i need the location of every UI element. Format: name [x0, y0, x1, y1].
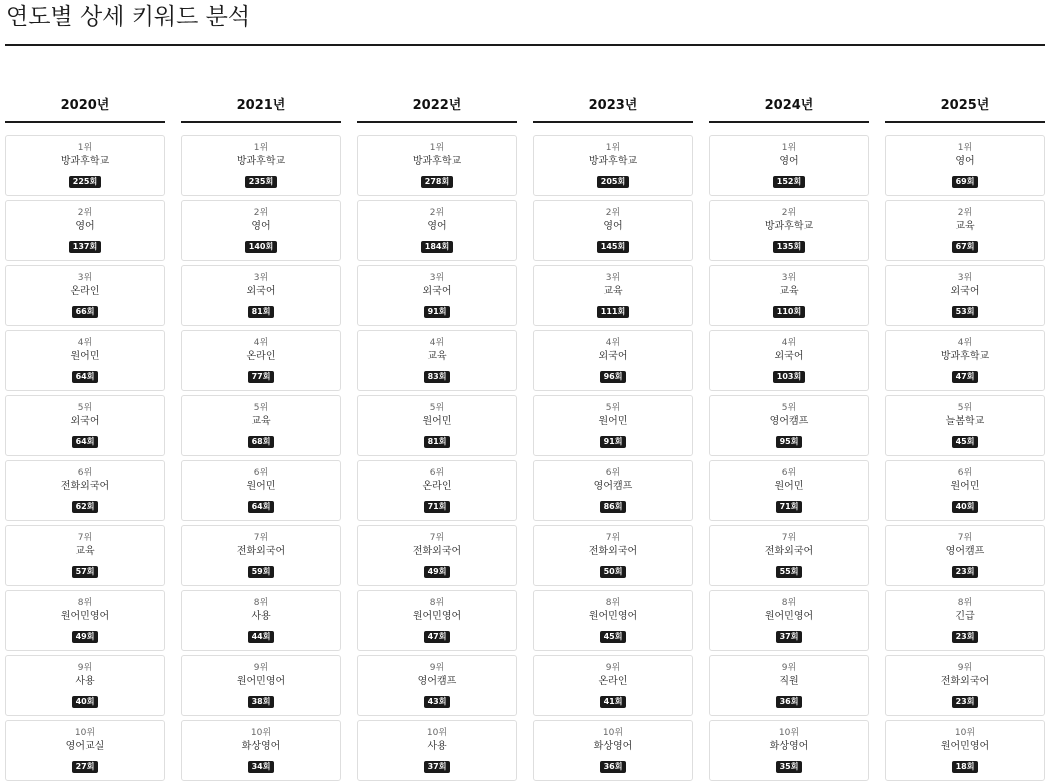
keyword-card	[885, 135, 1045, 196]
count-badge: 57회	[72, 566, 99, 578]
keyword-card	[5, 330, 165, 391]
keyword-label: 방과후학교	[60, 156, 110, 167]
count-badge: 83회	[424, 371, 451, 383]
keyword-card	[5, 200, 165, 261]
keyword-rank: 1위	[77, 143, 93, 153]
keyword-card	[709, 265, 869, 326]
year-divider	[5, 121, 165, 123]
keyword-rank: 1위	[605, 143, 621, 153]
keyword-label: 온라인	[70, 286, 100, 297]
count-badge: 235회	[245, 176, 277, 188]
count-badge: 225회	[69, 176, 101, 188]
count-badge: 38회	[248, 696, 275, 708]
keyword-label: 방과후학교	[940, 351, 990, 362]
keyword-label: 긴급	[955, 611, 975, 622]
count-badge: 95회	[776, 436, 803, 448]
keyword-card	[885, 200, 1045, 261]
count-badge: 23회	[952, 696, 979, 708]
keyword-rank: 5위	[605, 403, 621, 413]
keyword-rank: 2위	[77, 208, 93, 218]
keyword-rank: 6위	[77, 468, 93, 478]
keyword-rank: 4위	[605, 338, 621, 348]
count-badge: 71회	[424, 501, 451, 513]
count-badge: 41회	[600, 696, 627, 708]
keyword-card	[709, 200, 869, 261]
year-header: 2025년	[940, 98, 990, 113]
year-column	[357, 95, 517, 782]
count-badge: 64회	[248, 501, 275, 513]
keyword-label: 교육	[779, 286, 799, 297]
count-badge: 110회	[773, 306, 805, 318]
keyword-rank: 6위	[429, 468, 445, 478]
year-divider	[533, 121, 693, 123]
keyword-card	[533, 655, 693, 716]
keyword-card	[533, 395, 693, 456]
keyword-rank: 9위	[781, 663, 797, 673]
keyword-label: 교육	[75, 546, 95, 557]
count-badge: 37회	[424, 761, 451, 773]
keyword-card	[533, 460, 693, 521]
keyword-card	[885, 460, 1045, 521]
year-column	[709, 95, 869, 782]
keyword-label: 외국어	[422, 286, 452, 297]
count-badge: 66회	[72, 306, 99, 318]
count-badge: 40회	[72, 696, 99, 708]
keyword-label: 사용	[75, 676, 95, 687]
keyword-label: 원어민	[70, 351, 100, 362]
keyword-rank: 4위	[253, 338, 269, 348]
keyword-label: 사용	[251, 611, 271, 622]
year-column	[533, 95, 693, 782]
keyword-card	[5, 655, 165, 716]
keyword-card	[709, 330, 869, 391]
keyword-card	[5, 720, 165, 781]
keyword-rank: 5위	[957, 403, 973, 413]
keyword-card	[5, 265, 165, 326]
keyword-rank: 7위	[253, 533, 269, 543]
keyword-label: 원어민	[774, 481, 804, 492]
keyword-rank: 2위	[429, 208, 445, 218]
year-column	[885, 95, 1045, 782]
keyword-rank: 10위	[602, 728, 624, 738]
keyword-label: 영어	[603, 221, 623, 232]
keyword-label: 원어민	[422, 416, 452, 427]
keyword-label: 사용	[427, 741, 447, 752]
keyword-card	[5, 460, 165, 521]
keyword-label: 전화외국어	[60, 481, 110, 492]
keyword-rank: 6위	[253, 468, 269, 478]
keyword-rank: 3위	[77, 273, 93, 283]
keyword-rank: 7위	[781, 533, 797, 543]
keyword-rank: 10위	[74, 728, 96, 738]
count-badge: 137회	[69, 241, 101, 253]
keyword-card	[181, 265, 341, 326]
keyword-rank: 1위	[429, 143, 445, 153]
count-badge: 36회	[776, 696, 803, 708]
keyword-card	[5, 525, 165, 586]
keyword-list	[533, 135, 693, 781]
count-badge: 27회	[72, 761, 99, 773]
keyword-card	[357, 655, 517, 716]
keyword-label: 화상영어	[593, 741, 633, 752]
keyword-card	[357, 135, 517, 196]
keyword-label: 영어교실	[65, 741, 105, 752]
keyword-card	[181, 655, 341, 716]
count-badge: 145회	[597, 241, 629, 253]
keyword-card	[533, 525, 693, 586]
keyword-label: 화상영어	[769, 741, 809, 752]
keyword-label: 외국어	[950, 286, 980, 297]
title-divider	[5, 44, 1045, 46]
keyword-label: 방과후학교	[764, 221, 814, 232]
year-divider	[709, 121, 869, 123]
count-badge: 50회	[600, 566, 627, 578]
keyword-list	[885, 135, 1045, 781]
count-badge: 152회	[773, 176, 805, 188]
keyword-card	[533, 330, 693, 391]
keyword-label: 원어민영어	[940, 741, 990, 752]
count-badge: 45회	[952, 436, 979, 448]
keyword-label: 방과후학교	[412, 156, 462, 167]
keyword-card	[709, 720, 869, 781]
count-badge: 37회	[776, 631, 803, 643]
keyword-card	[709, 655, 869, 716]
keyword-label: 교육	[603, 286, 623, 297]
keyword-rank: 3위	[253, 273, 269, 283]
keyword-card	[181, 460, 341, 521]
keyword-rank: 8위	[429, 598, 445, 608]
count-badge: 77회	[248, 371, 275, 383]
year-header: 2022년	[412, 98, 462, 113]
keyword-label: 영어	[779, 156, 799, 167]
keyword-card	[181, 720, 341, 781]
year-divider	[181, 121, 341, 123]
keyword-label: 외국어	[70, 416, 100, 427]
keyword-card	[533, 265, 693, 326]
keyword-label: 전화외국어	[764, 546, 814, 557]
keyword-card	[357, 525, 517, 586]
keyword-label: 온라인	[598, 676, 628, 687]
count-badge: 36회	[600, 761, 627, 773]
count-badge: 278회	[421, 176, 453, 188]
count-badge: 86회	[600, 501, 627, 513]
keyword-rank: 8위	[77, 598, 93, 608]
keyword-rank: 1위	[957, 143, 973, 153]
keyword-rank: 9위	[253, 663, 269, 673]
count-badge: 81회	[424, 436, 451, 448]
year-header: 2021년	[236, 98, 286, 113]
keyword-label: 영어	[427, 221, 447, 232]
count-badge: 23회	[952, 566, 979, 578]
keyword-card	[533, 590, 693, 651]
keyword-label: 영어캠프	[417, 676, 457, 687]
count-badge: 140회	[245, 241, 277, 253]
keyword-rank: 8위	[957, 598, 973, 608]
keyword-card	[885, 265, 1045, 326]
count-badge: 43회	[424, 696, 451, 708]
keyword-card	[181, 330, 341, 391]
keyword-label: 교육	[427, 351, 447, 362]
count-badge: 62회	[72, 501, 99, 513]
keyword-rank: 1위	[253, 143, 269, 153]
count-badge: 64회	[72, 436, 99, 448]
keyword-rank: 2위	[605, 208, 621, 218]
keyword-card	[357, 720, 517, 781]
keyword-card	[885, 655, 1045, 716]
keyword-rank: 8위	[253, 598, 269, 608]
keyword-label: 온라인	[246, 351, 276, 362]
keyword-rank: 1위	[781, 143, 797, 153]
keyword-rank: 4위	[77, 338, 93, 348]
keyword-card	[181, 525, 341, 586]
keyword-card	[885, 330, 1045, 391]
keyword-rank: 8위	[605, 598, 621, 608]
year-divider	[885, 121, 1045, 123]
keyword-card	[357, 265, 517, 326]
keyword-list	[5, 135, 165, 781]
keyword-rank: 10위	[954, 728, 976, 738]
count-badge: 184회	[421, 241, 453, 253]
keyword-rank: 9위	[957, 663, 973, 673]
count-badge: 34회	[248, 761, 275, 773]
year-header: 2024년	[764, 98, 814, 113]
keyword-rank: 5위	[253, 403, 269, 413]
keyword-rank: 6위	[605, 468, 621, 478]
keyword-label: 원어민	[246, 481, 276, 492]
keyword-list	[181, 135, 341, 781]
count-badge: 91회	[424, 306, 451, 318]
count-badge: 91회	[600, 436, 627, 448]
keyword-label: 원어민	[950, 481, 980, 492]
keyword-rank: 3위	[957, 273, 973, 283]
keyword-rank: 10위	[250, 728, 272, 738]
keyword-card	[709, 135, 869, 196]
keyword-card	[181, 200, 341, 261]
keyword-label: 화상영어	[241, 741, 281, 752]
count-badge: 96회	[600, 371, 627, 383]
keyword-rank: 7위	[77, 533, 93, 543]
keyword-rank: 5위	[781, 403, 797, 413]
keyword-label: 전화외국어	[236, 546, 286, 557]
keyword-rank: 6위	[781, 468, 797, 478]
count-badge: 111회	[597, 306, 629, 318]
keyword-label: 원어민영어	[236, 676, 286, 687]
keyword-label: 외국어	[246, 286, 276, 297]
keyword-card	[357, 590, 517, 651]
year-divider	[357, 121, 517, 123]
keyword-rank: 2위	[781, 208, 797, 218]
keyword-rank: 3위	[429, 273, 445, 283]
count-badge: 64회	[72, 371, 99, 383]
keyword-card	[533, 200, 693, 261]
keyword-rank: 3위	[781, 273, 797, 283]
keyword-card	[357, 200, 517, 261]
count-badge: 47회	[424, 631, 451, 643]
keyword-label: 직원	[779, 676, 799, 687]
keyword-rank: 9위	[605, 663, 621, 673]
keyword-label: 교육	[955, 221, 975, 232]
count-badge: 35회	[776, 761, 803, 773]
keyword-label: 원어민영어	[60, 611, 110, 622]
keyword-label: 늘봄학교	[945, 416, 985, 427]
year-column	[5, 95, 165, 782]
year-columns	[5, 95, 1045, 781]
keyword-rank: 5위	[77, 403, 93, 413]
keyword-card	[709, 460, 869, 521]
keyword-label: 영어	[955, 156, 975, 167]
keyword-card	[533, 135, 693, 196]
keyword-rank: 4위	[429, 338, 445, 348]
keyword-card	[5, 590, 165, 651]
count-badge: 40회	[952, 501, 979, 513]
keyword-card	[181, 135, 341, 196]
keyword-label: 원어민영어	[412, 611, 462, 622]
keyword-card	[533, 720, 693, 781]
keyword-label: 전화외국어	[412, 546, 462, 557]
count-badge: 205회	[597, 176, 629, 188]
keyword-rank: 10위	[426, 728, 448, 738]
keyword-rank: 9위	[429, 663, 445, 673]
keyword-card	[357, 330, 517, 391]
keyword-rank: 10위	[778, 728, 800, 738]
year-header: 2023년	[588, 98, 638, 113]
count-badge: 135회	[773, 241, 805, 253]
keyword-list	[357, 135, 517, 781]
keyword-label: 전화외국어	[940, 676, 990, 687]
keyword-label: 영어	[75, 221, 95, 232]
keyword-label: 원어민영어	[764, 611, 814, 622]
count-badge: 53회	[952, 306, 979, 318]
count-badge: 68회	[248, 436, 275, 448]
keyword-card	[885, 720, 1045, 781]
page-title: 연도별 상세 키워드 분석	[6, 4, 251, 30]
keyword-rank: 6위	[957, 468, 973, 478]
keyword-card	[5, 395, 165, 456]
count-badge: 81회	[248, 306, 275, 318]
count-badge: 59회	[248, 566, 275, 578]
keyword-rank: 7위	[957, 533, 973, 543]
keyword-label: 전화외국어	[588, 546, 638, 557]
count-badge: 23회	[952, 631, 979, 643]
keyword-card	[5, 135, 165, 196]
keyword-rank: 4위	[781, 338, 797, 348]
keyword-rank: 2위	[253, 208, 269, 218]
keyword-card	[181, 590, 341, 651]
keyword-rank: 8위	[781, 598, 797, 608]
count-badge: 49회	[424, 566, 451, 578]
keyword-label: 외국어	[774, 351, 804, 362]
keyword-rank: 7위	[429, 533, 445, 543]
keyword-card	[885, 395, 1045, 456]
keyword-list	[709, 135, 869, 781]
count-badge: 71회	[776, 501, 803, 513]
count-badge: 55회	[776, 566, 803, 578]
keyword-rank: 2위	[957, 208, 973, 218]
keyword-card	[709, 395, 869, 456]
keyword-card	[885, 590, 1045, 651]
keyword-label: 영어	[251, 221, 271, 232]
keyword-label: 방과후학교	[236, 156, 286, 167]
keyword-label: 영어캠프	[945, 546, 985, 557]
keyword-card	[709, 590, 869, 651]
keyword-label: 방과후학교	[588, 156, 638, 167]
keyword-rank: 3위	[605, 273, 621, 283]
year-header: 2020년	[60, 98, 110, 113]
count-badge: 69회	[952, 176, 979, 188]
keyword-card	[357, 460, 517, 521]
count-badge: 45회	[600, 631, 627, 643]
keyword-rank: 7위	[605, 533, 621, 543]
keyword-rank: 9위	[77, 663, 93, 673]
count-badge: 49회	[72, 631, 99, 643]
keyword-label: 영어캠프	[769, 416, 809, 427]
keyword-card	[181, 395, 341, 456]
keyword-label: 외국어	[598, 351, 628, 362]
keyword-label: 교육	[251, 416, 271, 427]
keyword-label: 원어민영어	[588, 611, 638, 622]
keyword-card	[885, 525, 1045, 586]
keyword-card	[709, 525, 869, 586]
count-badge: 103회	[773, 371, 805, 383]
keyword-rank: 5위	[429, 403, 445, 413]
keyword-card	[357, 395, 517, 456]
keyword-label: 영어캠프	[593, 481, 633, 492]
keyword-rank: 4위	[957, 338, 973, 348]
keyword-label: 원어민	[598, 416, 628, 427]
keyword-label: 온라인	[422, 481, 452, 492]
count-badge: 18회	[952, 761, 979, 773]
count-badge: 47회	[952, 371, 979, 383]
count-badge: 67회	[952, 241, 979, 253]
count-badge: 44회	[248, 631, 275, 643]
year-column	[181, 95, 341, 782]
